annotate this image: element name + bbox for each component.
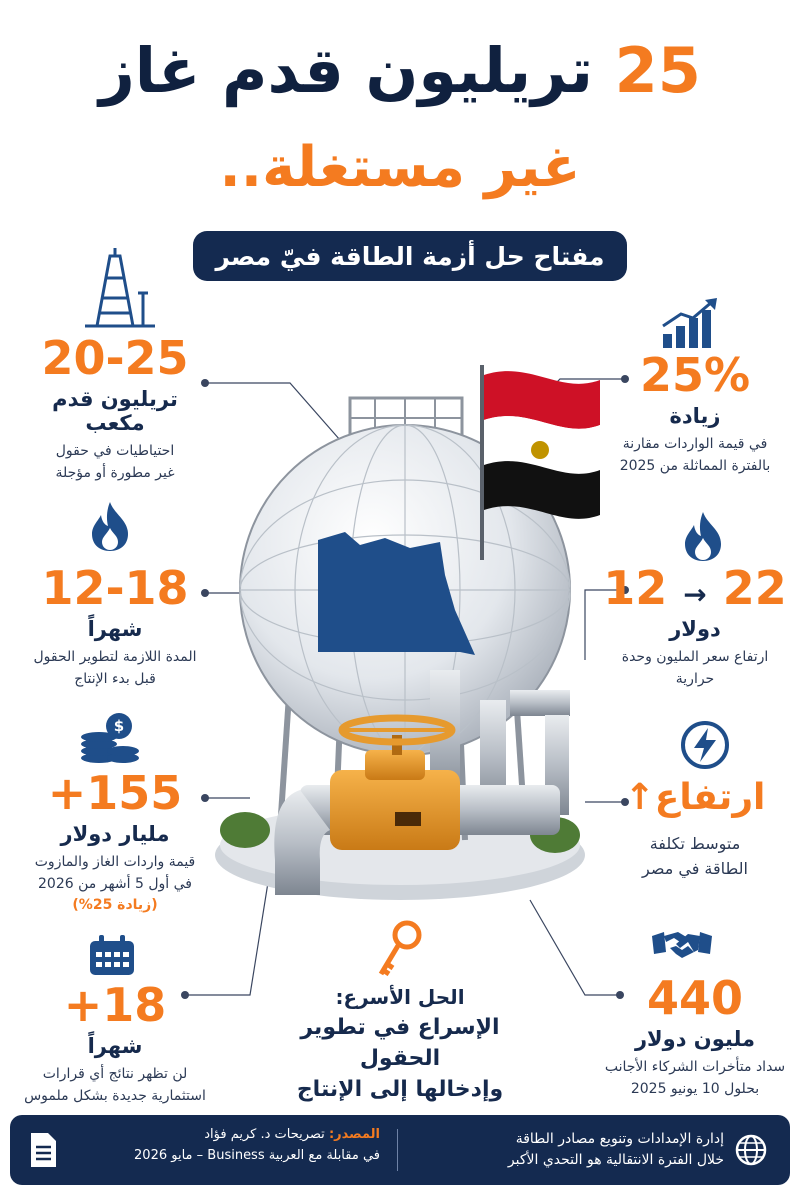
lightning-icon — [680, 720, 730, 770]
increase-unit: زيادة — [669, 404, 721, 428]
price-arrow: → — [683, 578, 707, 611]
reserves-unit: تريليون قدم مكعب — [52, 387, 178, 435]
footer-bar — [10, 1115, 790, 1185]
solution-block — [275, 985, 525, 1105]
source-label: المصدر: — [328, 1127, 380, 1142]
flame-icon — [88, 500, 132, 552]
arrears-unit: مليون دولار — [634, 1027, 756, 1051]
results-unit: شهراً — [87, 1034, 143, 1058]
source-text: تصريحات د. كريم فؤاد — [204, 1127, 325, 1142]
cost-rise-value: ارتفاع↑ — [624, 777, 766, 818]
price-value — [600, 561, 790, 615]
solution-heading: الحل الأسرع: — [335, 985, 465, 1009]
imports-value: 155+ — [47, 766, 183, 820]
footer-divider — [397, 1129, 398, 1171]
handshake-icon — [652, 928, 712, 962]
dev-duration-desc: المدة اللازمة لتطوير الحقول قبل بدء الإنتاج — [33, 649, 197, 687]
globe-icon — [734, 1133, 768, 1167]
price-to: 22 — [722, 561, 787, 615]
flame-icon — [681, 510, 725, 562]
results-desc: لن تظهر نتائج أي قرارات استثمارية جديدة بشكل ملموس — [24, 1066, 206, 1104]
source-line2: في مقابلة مع العربية Business – مايو 2026 — [134, 1147, 380, 1163]
egypt-flag-icon — [484, 371, 600, 519]
increase-desc: في قيمة الواردات مقارنة بالفترة المماثلة من 2025 — [619, 436, 771, 474]
title-number: 25 — [614, 34, 701, 107]
footer-message: إدارة الإمدادات وتنويع مصادر الطاقة خلال الفترة الانتقالية هو التحدي الأكبر — [428, 1125, 768, 1175]
footer-source — [70, 1125, 380, 1175]
bush-left — [220, 812, 270, 848]
arrears-value: 440 — [646, 971, 744, 1025]
imports-unit: مليار دولار — [60, 822, 170, 846]
up-arrow-icon: ↑ — [624, 777, 655, 818]
document-icon — [28, 1131, 58, 1169]
stat-reserves — [30, 248, 210, 328]
imports-desc: قيمة واردات الغاز والمازوت في أول 5 أشهر من 2026 (زيادة 25%) — [20, 852, 210, 917]
subtitle-pill: مفتاح حل أزمة الطاقة فيّ مصر — [193, 231, 627, 281]
imports-note: (زيادة 25%) — [72, 897, 158, 914]
title-line1-text: تريليون قدم غاز — [99, 34, 593, 107]
cost-rise-desc: متوسط تكلفة الطاقة في مصر — [642, 834, 748, 878]
oil-rig-icon — [85, 248, 155, 328]
price-desc: ارتفاع سعر المليون وحدة حرارية — [621, 649, 769, 687]
title-line2: غير مستغلة.. — [219, 135, 581, 200]
dev-duration-value: 12-18 — [41, 561, 189, 615]
price-from: 12 — [603, 561, 668, 615]
growth-chart-icon — [661, 298, 719, 348]
calendar-icon — [88, 935, 136, 977]
solution-body: الإسراع في تطوير الحقول وإدخالها إلى الإنتاج — [296, 1015, 504, 1102]
reserves-value: 20-25 — [41, 331, 189, 385]
reserves-desc: احتياطيات في حقول غير مطورة أو مؤجلة — [55, 443, 175, 481]
arrears-desc: سداد متأخرات الشركاء الأجانب بحلول 10 يونيو 2025 — [604, 1059, 786, 1097]
coins-dollar-icon — [79, 712, 141, 764]
price-unit: دولار — [669, 617, 721, 641]
results-value: 18+ — [63, 978, 167, 1032]
key-icon — [375, 920, 425, 980]
increase-value: 25% — [639, 348, 751, 402]
dev-duration-unit: شهراً — [87, 617, 143, 641]
svg-text:$: $ — [113, 717, 125, 735]
valve-body — [330, 770, 460, 850]
